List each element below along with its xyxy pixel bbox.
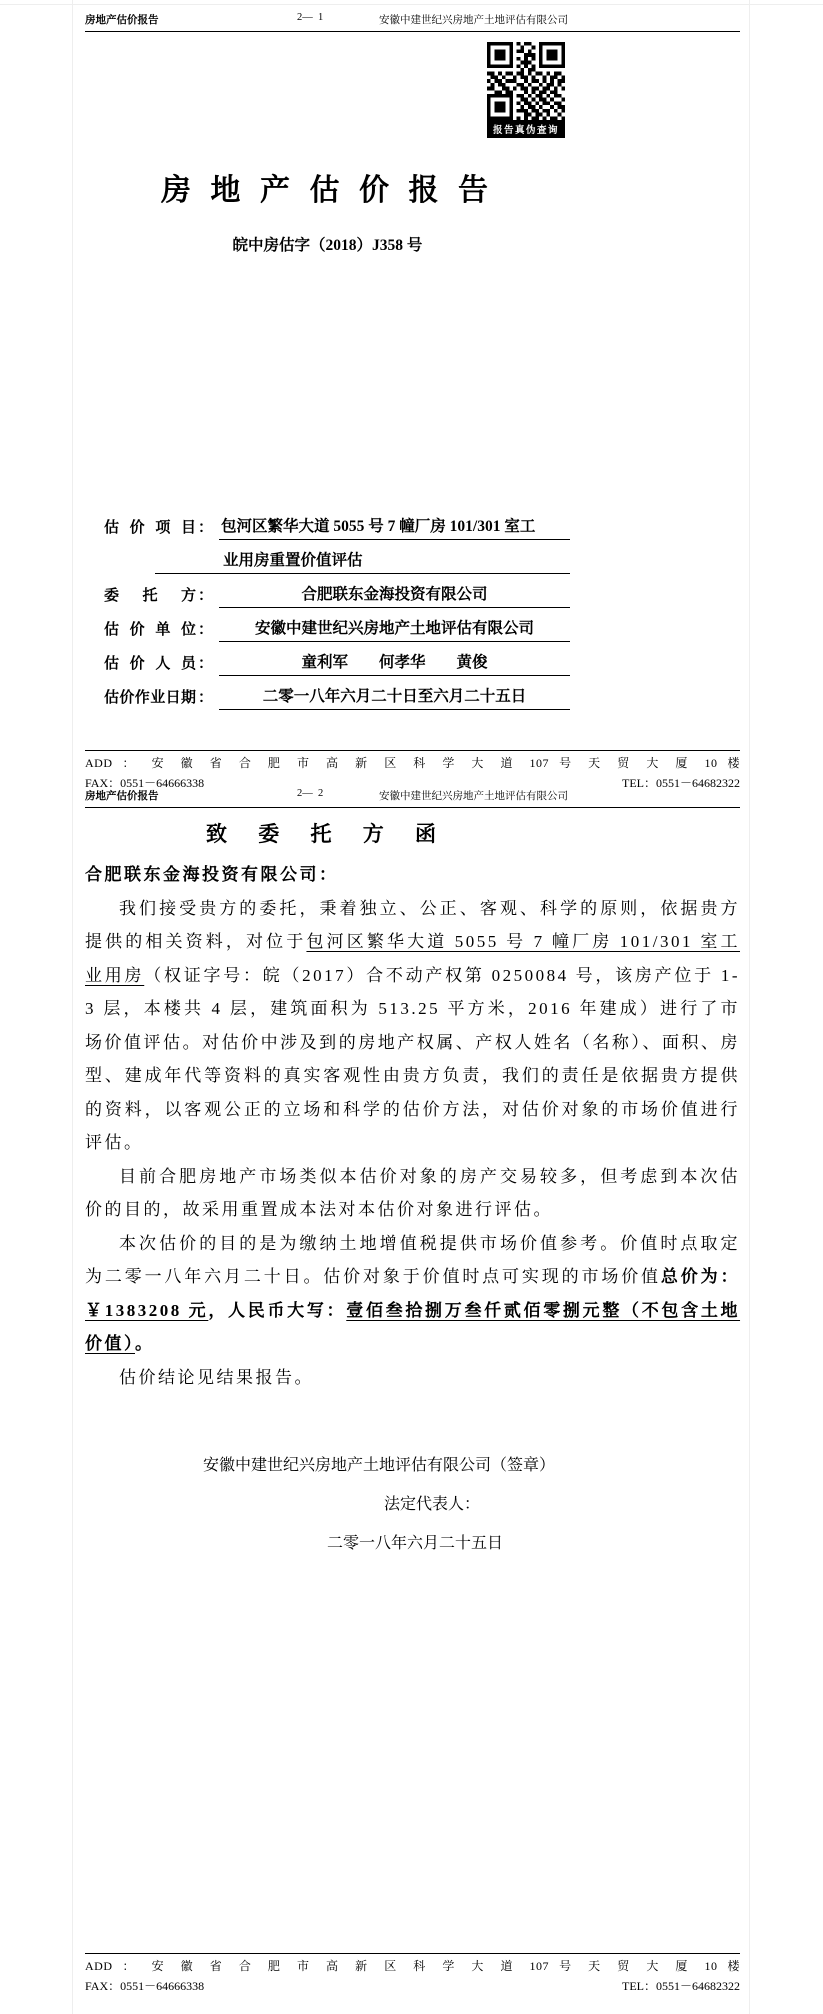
p3-capital-label: ，人民币大写：	[208, 1300, 347, 1320]
client-label: 委托方	[104, 588, 196, 604]
colon: ：	[198, 622, 214, 638]
field-row-project-cont	[104, 540, 570, 574]
page2-running-header	[85, 788, 740, 808]
letter-title: 致 委 托 方 函	[206, 822, 449, 846]
footer-address: ADD ： 安 徽 省 合 肥 市 高 新 区 科 学 大 道 107 号 天 贸 大 厦 10 楼	[85, 1959, 740, 1973]
field-row-client	[104, 574, 570, 608]
p1-seg3: （权证字号：皖（2017）合不动产权第 0250084 号，该房产位于 1-3 层，本楼共 4 层，建筑面积为 513.25 平方米，2016 年建成）进行了市场价值评估。对估价中涉及到的房地产权属、产权人姓名（名称）、面积、房型、建成年代等资料的真实客观性由贵方负责，我们的责任是依据贵方提供的资料，以客观公正的立场和科学的估价方法，对估价对象的市场价值进行评估。	[85, 965, 740, 1152]
header-company-name: 安徽中建世纪兴房地产土地评估有限公司	[379, 791, 568, 802]
field-row-staff	[104, 642, 570, 676]
qr-code	[487, 42, 565, 138]
letter-body	[85, 858, 740, 1394]
footer-tel: TEL：0551－64682322	[622, 776, 740, 790]
header-company-name: 安徽中建世纪兴房地产土地评估有限公司	[379, 15, 568, 26]
p3-amount-capital: 壹佰叁拾捌万叁仟贰佰零捌元整（不包含土地价值）	[85, 1300, 741, 1353]
scan-edge-left	[72, 0, 73, 2014]
footer-tel: TEL：0551－64682322	[622, 1979, 740, 1993]
page1-running-footer	[85, 750, 740, 791]
header-doc-label: 房地产估价报告	[85, 791, 159, 802]
paragraph-4: 估价结论见结果报告。	[119, 1367, 314, 1387]
header-page-number: 2— 2	[297, 788, 324, 799]
colon: ：	[198, 520, 214, 536]
agency-label: 估价单位	[104, 622, 196, 638]
project-value-line2: 业用房重置价值评估	[155, 548, 570, 574]
page1-running-header	[85, 12, 740, 32]
p3-total-label: 总价为：	[660, 1267, 740, 1286]
colon: ：	[198, 690, 214, 706]
footer-fax: FAX：0551－64666338	[85, 1979, 205, 1993]
p3-seg1: 本次估价的目的是为缴纳土地增值税提供市场价值参考。价值时点取定为二零一八年六月二十日。估价对象于价值时点可实现的市场价值	[85, 1233, 740, 1286]
work-date-value: 二零一八年六月二十日至六月二十五日	[219, 684, 570, 710]
paragraph-3	[85, 1227, 740, 1361]
signature-legal-rep: 法定代表人：	[383, 1496, 480, 1513]
cover-fields	[104, 506, 570, 710]
salutation: 合肥联东金海投资有限公司：	[85, 865, 339, 884]
signature-block	[85, 1446, 555, 1563]
colon: ：	[198, 656, 214, 672]
qr-caption: 报告真伪查询	[487, 120, 565, 138]
report-number: 皖中房估字（2018）J358 号	[232, 237, 423, 254]
work-date-label: 估价作业日期	[104, 690, 196, 706]
paragraph-2: 目前合肥房地产市场类似本估价对象的房产交易较多，但考虑到本次估价的目的，故采用重置成本法对本估价对象进行评估。	[85, 1166, 740, 1219]
paragraph-1	[85, 892, 740, 1160]
p3-period: 。	[135, 1334, 155, 1353]
project-label: 估价项目	[104, 520, 196, 536]
client-value: 合肥联东金海投资有限公司	[219, 582, 570, 608]
field-row-project	[104, 506, 570, 540]
qr-image	[487, 42, 565, 120]
field-row-date	[104, 676, 570, 710]
signature-company: 安徽中建世纪兴房地产土地评估有限公司（签章）	[202, 1457, 555, 1474]
colon: ：	[198, 588, 214, 604]
p3-amount-numeric: ￥1383208 元	[85, 1300, 209, 1320]
footer-contact-line	[85, 1977, 740, 1994]
footer-fax: FAX：0551－64666338	[85, 776, 205, 790]
page2-running-footer	[85, 1953, 740, 1994]
footer-address: ADD ： 安 徽 省 合 肥 市 高 新 区 科 学 大 道 107 号 天 贸 大 厦 10 楼	[85, 756, 740, 770]
project-value-line1: 包河区繁华大道 5055 号 7 幢厂房 101/301 室工	[219, 514, 570, 540]
report-title: 房 地 产 估 价 报 告	[161, 174, 494, 207]
p1-property-underlined: 包河区繁华大道 5055 号 7 幢厂房 101/301 室工业用房	[85, 932, 740, 985]
staff-label: 估价人员	[104, 656, 196, 672]
signature-date: 二零一八年六月二十五日	[326, 1535, 503, 1552]
staff-value: 童利军 何孝华 黄俊	[219, 650, 570, 676]
scan-edge-right	[749, 0, 750, 2014]
scan-edge-top	[0, 4, 823, 5]
p1-seg1: 我们接受贵方的委托，秉着独立、公正、客观、科学的原则，依据贵方提供的相关资料，对位于	[85, 898, 740, 951]
header-page-number: 2— 1	[297, 12, 324, 23]
header-doc-label: 房地产估价报告	[85, 15, 159, 26]
agency-value: 安徽中建世纪兴房地产土地评估有限公司	[219, 616, 570, 642]
field-row-agency	[104, 608, 570, 642]
